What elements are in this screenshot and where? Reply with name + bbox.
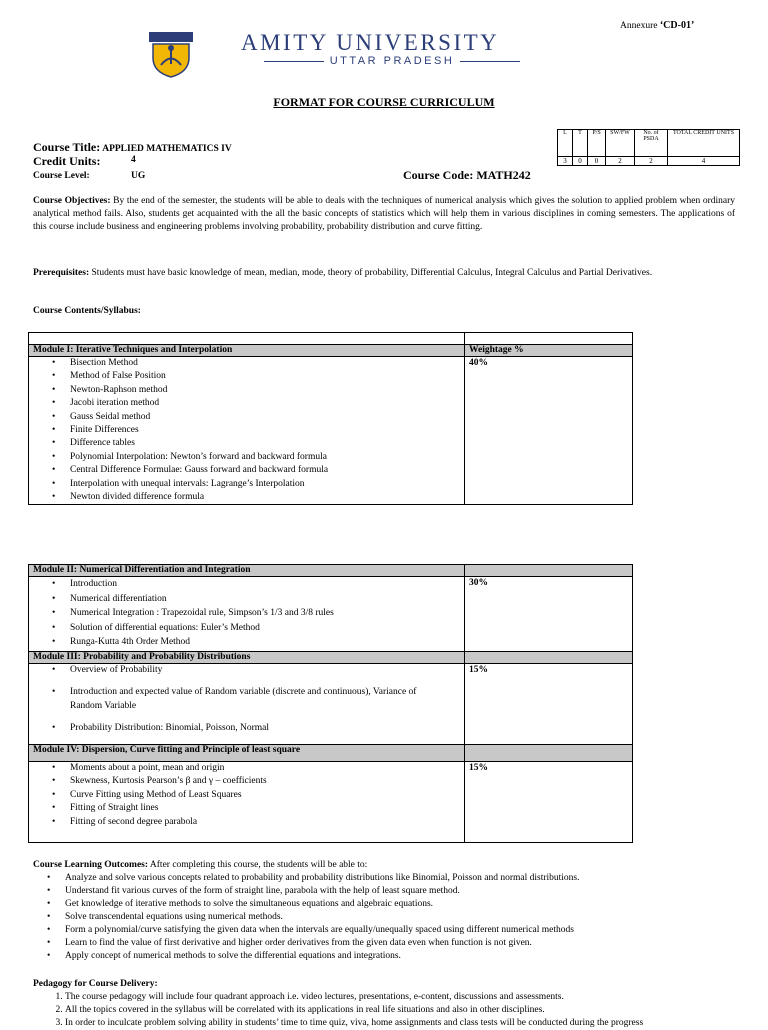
- module-4-topics: [29, 762, 465, 843]
- units-value: 0: [588, 157, 606, 166]
- list-item: • Fitting of second degree parabola: [70, 816, 460, 829]
- outcomes-label: Course Learning Outcomes:: [33, 860, 149, 870]
- pedagogy-section: [33, 978, 735, 1030]
- module-3-title: Module III: Probability and Probability Distributions: [29, 652, 465, 664]
- university-location: [241, 55, 543, 67]
- course-code: [403, 168, 531, 183]
- prerequisites-text: Students must have basic knowledge of mean, median, mode, theory of probability, Differential Calculus, Integral Calculus and Partial Derivatives.: [91, 268, 653, 278]
- credit-units-table: [557, 129, 740, 166]
- credit-units-label: Credit Units:: [33, 154, 101, 168]
- list-item: 2. All the topics covered in the syllabus will be correlated with its applications in real life situations and also in other disciplines.: [65, 1004, 735, 1017]
- list-item: • Get knowledge of iterative methods to solve the simultaneous equations and algebraic equations.: [65, 898, 735, 911]
- module-3-weight: 15%: [465, 664, 633, 745]
- units-header: P/S: [588, 130, 606, 157]
- table-row: [29, 333, 633, 345]
- location-text: UTTAR PRADESH: [329, 55, 455, 67]
- outcomes-heading: [33, 859, 735, 872]
- course-objectives: [33, 195, 735, 234]
- list-item: • Bisection Method: [70, 357, 460, 370]
- list-item: • Central Difference Formulae: Gauss forward and backward formula: [70, 464, 460, 477]
- university-name: AMITY UNIVERSITY: [241, 30, 500, 55]
- course-title-label: Course Title:: [33, 140, 101, 154]
- prerequisites-label: Prerequisites:: [33, 268, 90, 278]
- amity-shield-icon: [147, 32, 195, 78]
- units-header-row: [558, 130, 740, 157]
- course-level-value: UG: [131, 171, 146, 181]
- list-item: • Jacobi iteration method: [70, 397, 460, 410]
- outcomes-list: [33, 872, 735, 963]
- list-item: • Interpolation with unequal intervals: Lagrange’s Interpolation: [70, 478, 460, 491]
- table-row: [29, 652, 633, 664]
- table-row: [29, 762, 633, 843]
- topic-list: [33, 357, 460, 504]
- list-item: • Method of False Position: [70, 370, 460, 383]
- list-item: • Form a polynomial/curve satisfying the given data when the intervals are equally/unequally spaced using different numerical methods: [65, 924, 735, 937]
- list-item: • Skewness, Kurtosis Pearson’s β and γ – coefficients: [70, 775, 460, 788]
- credit-units: [33, 154, 136, 169]
- module-1-table: [28, 332, 633, 505]
- course-level-label: Course Level:: [33, 171, 90, 181]
- course-contents-heading: [33, 305, 735, 318]
- module-3-topics: [29, 664, 465, 745]
- list-item: 3. In order to inculcate problem solving ability in students’ time to time quiz, viva, home assignments and class tests will be conducted during the progress: [65, 1017, 735, 1030]
- table-cell: [465, 565, 633, 577]
- topic-list: [33, 762, 460, 829]
- divider: [460, 61, 520, 62]
- course-level: [33, 171, 146, 181]
- list-item: • Newton divided difference formula: [70, 491, 460, 504]
- units-value: 3: [558, 157, 573, 166]
- list-item: • Moments about a point, mean and origin: [70, 762, 460, 775]
- table-row: [29, 345, 633, 357]
- module-1-weight: 40%: [465, 357, 633, 505]
- list-item: • Numerical Integration : Trapezoidal rule, Simpson’s 1/3 and 3/8 rules: [70, 606, 460, 621]
- list-item: • Learn to find the value of first derivative and higher order derivatives from the given data even when function is not given.: [65, 937, 735, 950]
- list-item: • Fitting of Straight lines: [70, 802, 460, 815]
- list-item: • Gauss Seidal method: [70, 411, 460, 424]
- module-4-weight: 15%: [465, 762, 633, 843]
- list-item: 1. The course pedagogy will include four quadrant approach i.e. video lectures, presentations, e-content, discussions and assessments.: [65, 991, 735, 1004]
- list-item: • Numerical differentiation: [70, 592, 460, 607]
- module-2-4-table: [28, 564, 633, 843]
- annexure-code: ‘CD-01’: [659, 20, 695, 31]
- units-value: 2: [635, 157, 668, 166]
- credit-units-value: 4: [131, 155, 136, 165]
- pedagogy-label: Pedagogy for Course Delivery:: [33, 979, 158, 989]
- list-item: • Introduction: [70, 577, 460, 592]
- pedagogy-list: [33, 991, 735, 1030]
- units-value-row: [558, 157, 740, 166]
- course-title: [33, 140, 232, 155]
- list-item: • Apply concept of numerical methods to solve the differential equations and integrations.: [65, 950, 735, 963]
- weightage-header: Weightage %: [465, 345, 633, 357]
- units-header: L: [558, 130, 573, 157]
- course-title-value: APPLIED MATHEMATICS IV: [102, 144, 232, 154]
- units-header: TOTAL CREDIT UNITS: [668, 130, 740, 157]
- units-value: 4: [668, 157, 740, 166]
- table-row: [29, 664, 633, 745]
- table-row: [29, 357, 633, 505]
- outcomes-intro: After completing this course, the students will be able to:: [149, 860, 368, 870]
- module-4-title: Module IV: Dispersion, Curve fitting and Principle of least square: [29, 745, 465, 762]
- units-header: No. of PSDA: [635, 130, 668, 157]
- amity-logo: [147, 32, 195, 78]
- module-2-topics: [29, 577, 465, 652]
- table-row: [29, 577, 633, 652]
- module-1-topics: [29, 357, 465, 505]
- list-item: • Finite Differences: [70, 424, 460, 437]
- list-item: • Introduction and expected value of Random variable (discrete and continuous), Variance of Random Variable: [70, 686, 460, 713]
- units-value: 0: [573, 157, 588, 166]
- units-header: SW/FW: [606, 130, 635, 157]
- divider: [264, 61, 324, 62]
- units-value: 2: [606, 157, 635, 166]
- table-row: [29, 565, 633, 577]
- course-code-value: MATH242: [476, 168, 531, 182]
- list-item: • Understand fit various curves of the form of straight line, parabola with the help of least square method.: [65, 885, 735, 898]
- units-header: T: [573, 130, 588, 157]
- list-item: • Difference tables: [70, 437, 460, 450]
- topic-list: [33, 664, 460, 736]
- module-2-title: Module II: Numerical Differentiation and Integration: [29, 565, 465, 577]
- annexure-label: [620, 20, 694, 31]
- table-row: [29, 745, 633, 762]
- module-2-weight: 30%: [465, 577, 633, 652]
- contents-label: Course Contents/Syllabus:: [33, 306, 141, 316]
- list-item: • Analyze and solve various concepts related to probability and probability distributions like Binomial, Poisson and normal distributions.: [65, 872, 735, 885]
- course-code-label: Course Code:: [403, 168, 474, 182]
- list-item: • Solution of differential equations: Euler’s Method: [70, 621, 460, 636]
- prerequisites: [33, 267, 735, 280]
- list-item: • Polynomial Interpolation: Newton’s forward and backward formula: [70, 451, 460, 464]
- list-item: • Newton-Raphson method: [70, 384, 460, 397]
- annexure-text: Annexure: [620, 21, 658, 31]
- module-1-title: Module I: Iterative Techniques and Interpolation: [29, 345, 465, 357]
- objectives-text: By the end of the semester, the students will be able to deals with the techniques of numerical analysis which gives the solution to applied problem when ordinary analytical method fails. Also, students get acquainted with the all the basic concepts of statistics which will help them in various disciplines in coming semesters. The applications of this course include business and engineering problems involving probability, probability distribution and curve fitting.: [33, 196, 736, 232]
- table-cell: [465, 333, 633, 345]
- course-learning-outcomes: [33, 859, 735, 963]
- topic-list: [33, 577, 460, 650]
- table-cell: [465, 745, 633, 762]
- objectives-label: Course Objectives:: [33, 196, 111, 206]
- page-title: FORMAT FOR COURSE CURRICULUM: [273, 95, 495, 109]
- list-item: • Curve Fitting using Method of Least Squares: [70, 789, 460, 802]
- list-item: • Overview of Probability: [70, 664, 460, 677]
- list-item: • Solve transcendental equations using numerical methods.: [65, 911, 735, 924]
- table-cell: [465, 652, 633, 664]
- table-cell: [29, 333, 465, 345]
- list-item: • Probability Distribution: Binomial, Poisson, Normal: [70, 722, 460, 735]
- list-item: • Runga-Kutta 4th Order Method: [70, 635, 460, 650]
